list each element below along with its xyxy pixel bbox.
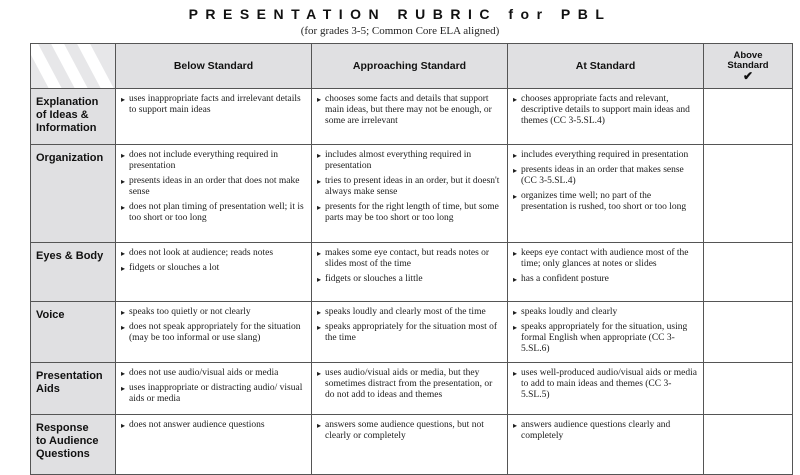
rubric-cell-above xyxy=(704,145,793,243)
rubric-cell-above xyxy=(704,363,793,415)
descriptor-list xyxy=(122,94,307,116)
descriptor-item: ▸ speaks too quietly or not clearly xyxy=(122,307,307,318)
descriptor-item: ▸ does not look at audience; reads notes xyxy=(122,248,307,259)
page-subtitle: (for grades 3-5; Common Core ELA aligned) xyxy=(300,25,500,37)
descriptor-list xyxy=(514,94,699,127)
descriptor-list xyxy=(318,420,503,442)
criterion-cell xyxy=(31,243,116,302)
rubric-cell-above xyxy=(704,415,793,475)
criterion-cell xyxy=(31,415,116,475)
rubric-cell-below xyxy=(116,243,312,302)
descriptor-item: ▸ chooses some facts and details that support main ideas, but there may not be enough, or some are irrelevant xyxy=(318,94,503,127)
descriptor-item: ▸ tries to present ideas in an order, but it doesn't always make sense xyxy=(318,176,503,198)
rubric-cell-above xyxy=(704,243,793,302)
descriptor-item: ▸ uses inappropriate or distracting audio/ visual aids or media xyxy=(122,383,307,405)
rubric-row xyxy=(31,415,793,475)
rubric-row xyxy=(31,363,793,415)
descriptor-item: ▸ uses well-produced audio/visual aids or media to add to main ideas and themes (CC 3-5.SL.5) xyxy=(514,368,699,401)
descriptor-item: ▸ does not answer audience questions xyxy=(122,420,307,431)
descriptor-item: ▸ does not include everything required in presentation xyxy=(122,150,307,172)
descriptor-list xyxy=(122,368,307,405)
rubric-cell-at xyxy=(508,415,704,475)
descriptor-item: ▸ fidgets or slouches a lot xyxy=(122,263,307,274)
rubric-cell-below xyxy=(116,89,312,145)
rubric-cell-above xyxy=(704,89,793,145)
descriptor-item: ▸ includes almost everything required in presentation xyxy=(318,150,503,172)
descriptor-list xyxy=(122,307,307,344)
criterion-label: Explanation xyxy=(36,96,99,108)
rubric-cell-at xyxy=(508,89,704,145)
descriptor-item: ▸ uses audio/visual aids or media, but they sometimes distract from the presentation, or do not add to ideas and themes xyxy=(318,368,503,401)
rubric-cell-approaching xyxy=(312,89,508,145)
descriptor-item: ▸ uses inappropriate facts and irrelevant details to support main ideas xyxy=(122,94,307,116)
descriptor-list xyxy=(514,420,699,442)
descriptor-list xyxy=(318,307,503,344)
descriptor-list xyxy=(514,368,699,401)
descriptor-item: ▸ does not use audio/visual aids or media xyxy=(122,368,307,379)
rubric-row xyxy=(31,89,793,145)
checkmark-icon: ✔ xyxy=(742,69,754,83)
rubric-table xyxy=(30,43,793,475)
descriptor-item: ▸ presents ideas in an order that makes sense (CC 3-5.SL.4) xyxy=(514,165,699,187)
descriptor-list xyxy=(514,150,699,213)
criterion-label: Presentation xyxy=(36,370,103,382)
rubric-cell-approaching xyxy=(312,415,508,475)
descriptor-item: ▸ does not plan timing of presentation well; it is too short or too long xyxy=(122,202,307,224)
page-title: PRESENTATION RUBRIC for PBL xyxy=(188,6,612,22)
criterion-cell xyxy=(31,302,116,363)
rubric-cell-below xyxy=(116,302,312,363)
criterion-label: Information xyxy=(36,122,97,134)
descriptor-item: ▸ answers some audience questions, but not clearly or completely xyxy=(318,420,503,442)
descriptor-item: ▸ fidgets or slouches a little xyxy=(318,274,503,285)
criterion-label: to Audience xyxy=(36,435,99,447)
descriptor-item: ▸ has a confident posture xyxy=(514,274,699,285)
criterion-cell xyxy=(31,89,116,145)
above-label-line2: Standard xyxy=(727,60,769,71)
criterion-label: Voice xyxy=(36,309,65,321)
descriptor-item: ▸ makes some eye contact, but reads notes or slides most of the time xyxy=(318,248,503,270)
rubric-cell-at xyxy=(508,145,704,243)
descriptor-item: ▸ speaks appropriately for the situation most of the time xyxy=(318,322,503,344)
rubric-cell-approaching xyxy=(312,363,508,415)
rubric-cell-below xyxy=(116,415,312,475)
rubric-cell-at xyxy=(508,363,704,415)
criterion-cell xyxy=(31,363,116,415)
column-header-below: Below Standard xyxy=(116,44,312,89)
column-header-above xyxy=(704,44,793,89)
descriptor-list xyxy=(122,150,307,224)
rubric-cell-approaching xyxy=(312,145,508,243)
descriptor-list xyxy=(514,248,699,285)
criterion-label: of Ideas & xyxy=(36,109,89,121)
rubric-row xyxy=(31,302,793,363)
descriptor-item: ▸ organizes time well; no part of the presentation is rushed, too short or too long xyxy=(514,191,699,213)
descriptor-item: ▸ speaks loudly and clearly most of the time xyxy=(318,307,503,318)
descriptor-item: ▸ presents ideas in an order that does not make sense xyxy=(122,176,307,198)
rubric-cell-at xyxy=(508,243,704,302)
descriptor-item: ▸ chooses appropriate facts and relevant, descriptive details to support main ideas and themes (CC 3-5.SL.4) xyxy=(514,94,699,127)
descriptor-list xyxy=(318,368,503,401)
criterion-label: Eyes & Body xyxy=(36,250,104,262)
descriptor-item: ▸ keeps eye contact with audience most of the time; only glances at notes or slides xyxy=(514,248,699,270)
rubric-cell-below xyxy=(116,363,312,415)
descriptor-list xyxy=(318,150,503,224)
column-header-approaching: Approaching Standard xyxy=(312,44,508,89)
descriptor-list xyxy=(318,94,503,127)
descriptor-item: ▸ presents for the right length of time, but some parts may be too short or too long xyxy=(318,202,503,224)
header-row xyxy=(31,44,793,89)
corner-cell xyxy=(31,44,116,89)
descriptor-list xyxy=(122,248,307,274)
rubric-cell-below xyxy=(116,145,312,243)
rubric-cell-approaching xyxy=(312,302,508,363)
criterion-label: Organization xyxy=(36,152,104,164)
descriptor-list xyxy=(318,248,503,285)
descriptor-item: ▸ does not speak appropriately for the situation (may be too informal or use slang) xyxy=(122,322,307,344)
rubric-row xyxy=(31,243,793,302)
descriptor-list xyxy=(514,307,699,355)
criterion-label: Response xyxy=(36,422,89,434)
criterion-label: Aids xyxy=(36,383,60,395)
criterion-label: Questions xyxy=(36,448,90,460)
rubric-cell-above xyxy=(704,302,793,363)
rubric-row xyxy=(31,145,793,243)
rubric-cell-approaching xyxy=(312,243,508,302)
criterion-cell xyxy=(31,145,116,243)
rubric-cell-at xyxy=(508,302,704,363)
column-header-at: At Standard xyxy=(508,44,704,89)
above-label-line1: Above xyxy=(733,50,763,61)
descriptor-item: ▸ speaks loudly and clearly xyxy=(514,307,699,318)
descriptor-item: ▸ includes everything required in presentation xyxy=(514,150,699,161)
descriptor-item: ▸ speaks appropriately for the situation, using formal English when appropriate (CC 3-5.SL.6) xyxy=(514,322,699,355)
descriptor-list xyxy=(122,420,307,431)
descriptor-item: ▸ answers audience questions clearly and completely xyxy=(514,420,699,442)
